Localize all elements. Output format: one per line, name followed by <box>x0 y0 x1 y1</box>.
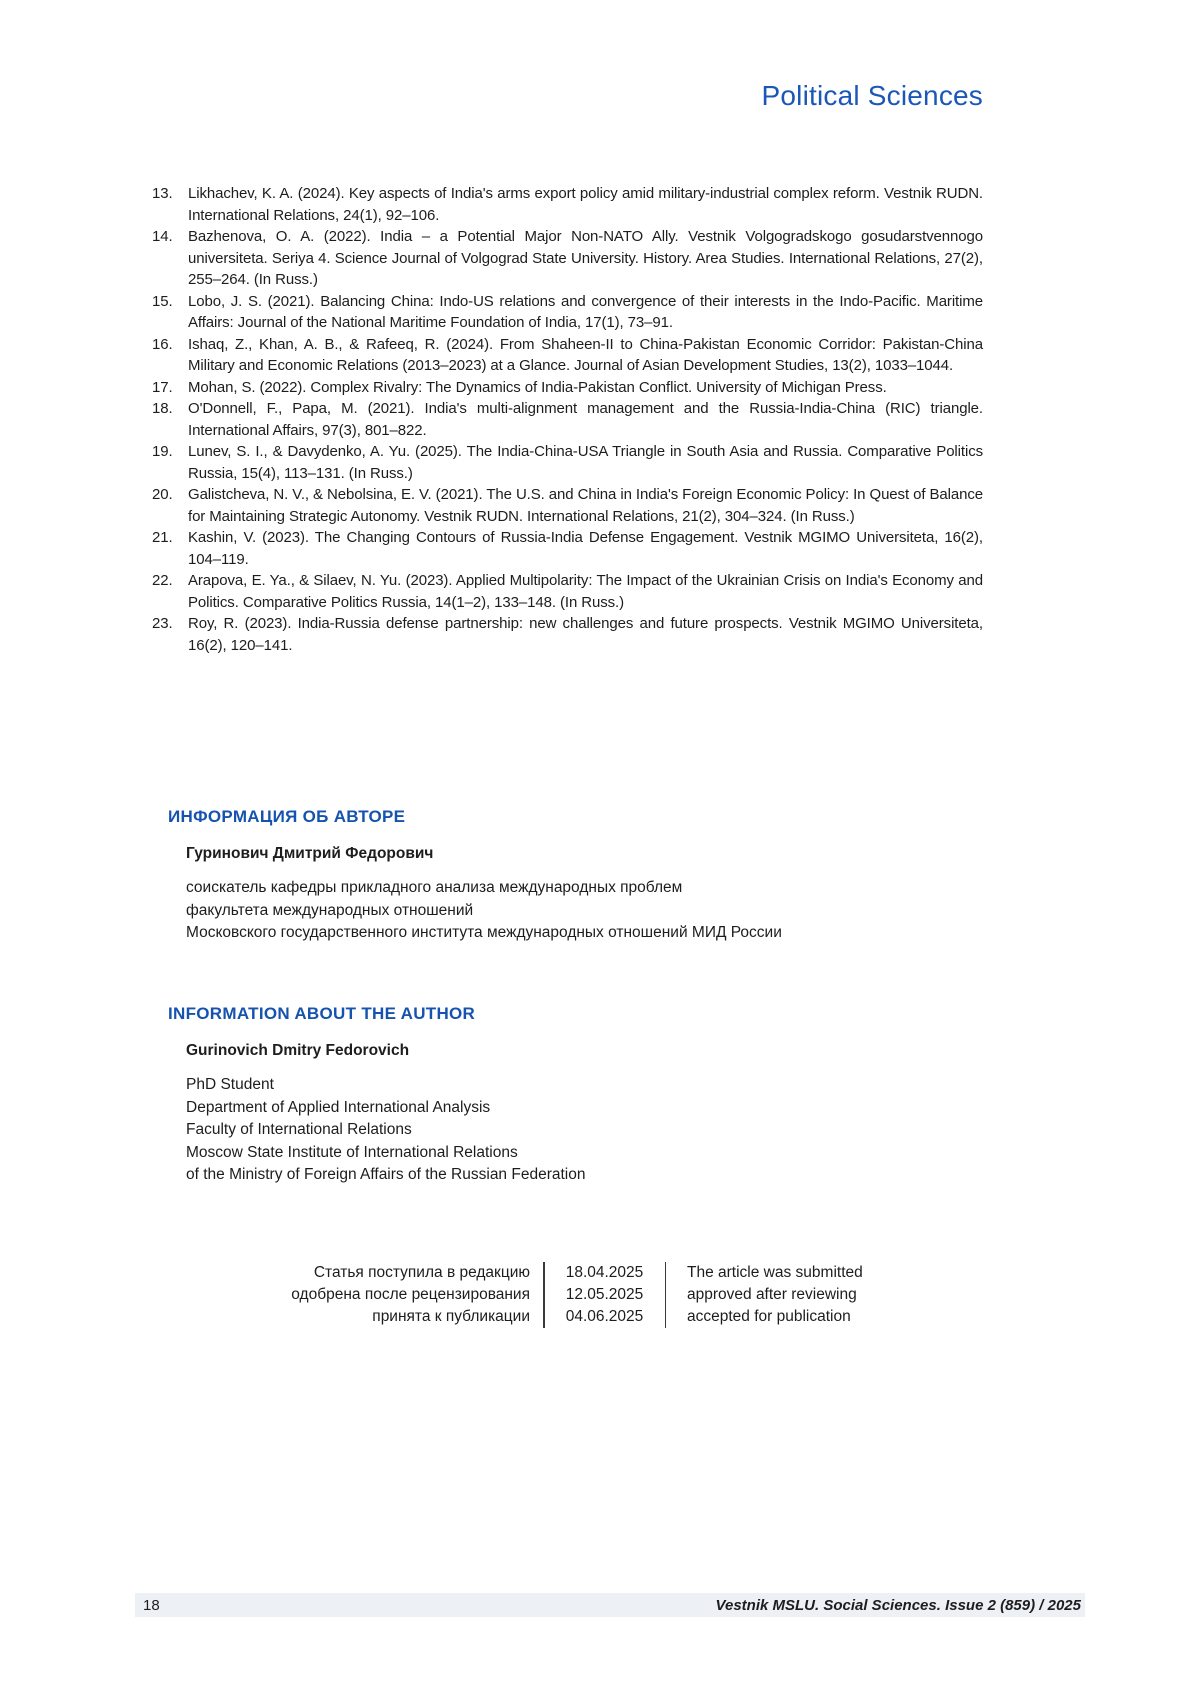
author-info-en-section <box>168 1003 983 1187</box>
reference-text: O'Donnell, F., Papa, M. (2021). India's multi-alignment management and the Russia-India-China (RIC) triangle. International Affairs, 97(3), 801–822. <box>188 400 983 439</box>
reference-text: Ishaq, Z., Khan, A. B., & Rafeeq, R. (2024). From Shaheen-II to China-Pakistan Economic Corridor: Pakistan-China Military and Economic Relations (2013–2023) at a Glance. Journal of Asian Development Studies, 13(2), 1033–1044. <box>188 335 983 374</box>
author-info-en-body <box>186 1040 983 1187</box>
author-affiliation-en <box>186 1074 983 1187</box>
references-list <box>152 183 983 656</box>
reference-text: Likhachev, K. A. (2024). Key aspects of India's arms export policy amid military-industrial complex reform. Vestnik RUDN. International Relations, 24(1), 92–106. <box>188 185 983 224</box>
reference-number: 13. <box>152 185 173 202</box>
reference-item <box>152 398 983 441</box>
reference-item <box>152 377 983 399</box>
affiliation-line: Moscow State Institute of International Relations <box>186 1143 518 1161</box>
affiliation-line: факультета международных отношений <box>186 901 474 919</box>
reference-number: 21. <box>152 529 173 546</box>
author-name-ru: Гуринович Дмитрий Федорович <box>186 845 434 862</box>
submission-label-en: The article was submitted <box>687 1264 863 1281</box>
author-affiliation-ru <box>186 877 983 945</box>
reference-number: 16. <box>152 335 173 353</box>
affiliation-line: PhD Student <box>186 1076 274 1093</box>
reference-number: 17. <box>152 378 173 396</box>
reference-text: Mohan, S. (2022). Complex Rivalry: The Dynamics of India-Pakistan Conflict. University of Michigan Press. <box>188 378 887 396</box>
reference-number: 19. <box>152 443 173 460</box>
reference-text: Bazhenova, O. A. (2022). India – a Potential Major Non-NATO Ally. Vestnik Volgogradskogo gosudarstvennogo universiteta. Seriya 4. Science Journal of Volgograd State University. History. Area Studies. International Relations, 27(2), 255–264. (In Russ.) <box>188 228 983 288</box>
reference-item <box>152 527 983 570</box>
vertical-divider <box>665 1262 667 1328</box>
reference-number: 22. <box>152 572 173 589</box>
reference-number: 23. <box>152 615 173 632</box>
reference-number: 14. <box>152 228 173 245</box>
submission-label-en: approved after reviewing <box>687 1286 857 1303</box>
submission-labels-en <box>687 1262 863 1328</box>
author-info-en-heading: INFORMATION ABOUT THE AUTHOR <box>168 1004 476 1023</box>
reference-item <box>152 484 983 527</box>
submission-label-ru: одобрена после рецензирования <box>291 1286 530 1303</box>
submission-label-ru: Статья поступила в редакцию <box>313 1264 530 1281</box>
reference-text: Kashin, V. (2023). The Changing Contours of Russia-India Defense Engagement. Vestnik MGIMO Universiteta, 16(2), 104–119. <box>188 529 983 568</box>
running-head-section-title: Political Sciences <box>761 80 983 111</box>
reference-number: 18. <box>152 400 173 417</box>
journal-title: Vestnik MSLU. Social Sciences. Issue 2 (859) / 2025 <box>715 1596 1081 1614</box>
submission-label-ru: принята к публикации <box>372 1308 530 1325</box>
reference-text: Roy, R. (2023). India-Russia defense partnership: new challenges and future prospects. Vestnik MGIMO Universiteta, 16(2), 120–141. <box>188 615 983 654</box>
affiliation-line: соискатель кафедры прикладного анализа международных проблем <box>186 879 683 896</box>
submission-date: 04.06.2025 <box>565 1308 644 1325</box>
reference-text: Lunev, S. I., & Davydenko, A. Yu. (2025). The India-China-USA Triangle in South Asia and Russia. Comparative Politics Russia, 15(4), 113–131. (In Russ.) <box>188 443 983 482</box>
affiliation-line: Московского государственного института международных отношений МИД России <box>186 924 782 941</box>
reference-number: 15. <box>152 292 173 310</box>
page-footer <box>135 1593 1085 1617</box>
reference-number: 20. <box>152 486 173 503</box>
reference-item <box>152 570 983 613</box>
submission-date: 12.05.2025 <box>565 1286 644 1303</box>
vertical-divider <box>543 1262 545 1328</box>
submission-label-en: accepted for publication <box>687 1308 851 1325</box>
affiliation-line: Department of Applied International Analysis <box>186 1098 491 1116</box>
reference-item <box>152 334 983 377</box>
author-info-ru-section <box>168 806 983 945</box>
page-number: 18 <box>143 1596 160 1614</box>
submission-dates <box>558 1262 652 1328</box>
affiliation-line: Faculty of International Relations <box>186 1121 412 1138</box>
reference-item <box>152 441 983 484</box>
reference-item <box>152 613 983 656</box>
reference-item <box>152 183 983 226</box>
submission-labels-ru <box>230 1262 530 1328</box>
reference-text: Arapova, E. Ya., & Silaev, N. Yu. (2023). Applied Multipolarity: The Impact of the Ukrainian Crisis on India's Economy and Politics. Comparative Politics Russia, 14(1–2), 133–148. (In Russ.) <box>188 572 983 611</box>
reference-item <box>152 291 983 334</box>
author-info-ru-heading: ИНФОРМАЦИЯ ОБ АВТОРЕ <box>168 807 406 826</box>
reference-item <box>152 226 983 291</box>
reference-text: Galistcheva, N. V., & Nebolsina, E. V. (2021). The U.S. and China in India's Foreign Economic Policy: In Quest of Balance for Maintaining Strategic Autonomy. Vestnik RUDN. International Relations, 21(2), 304–324. (In Russ.) <box>188 486 983 525</box>
author-info-ru-body <box>186 843 983 945</box>
reference-text: Lobo, J. S. (2021). Balancing China: Indo-US relations and convergence of their interests in the Indo-Pacific. Maritime Affairs: Journal of the National Maritime Foundation of India, 17(1), 73–91. <box>188 292 983 331</box>
submission-date: 18.04.2025 <box>565 1264 644 1281</box>
submission-dates-block <box>230 1262 863 1328</box>
affiliation-line: of the Ministry of Foreign Affairs of the Russian Federation <box>186 1166 586 1183</box>
author-name-en: Gurinovich Dmitry Fedorovich <box>186 1042 410 1059</box>
